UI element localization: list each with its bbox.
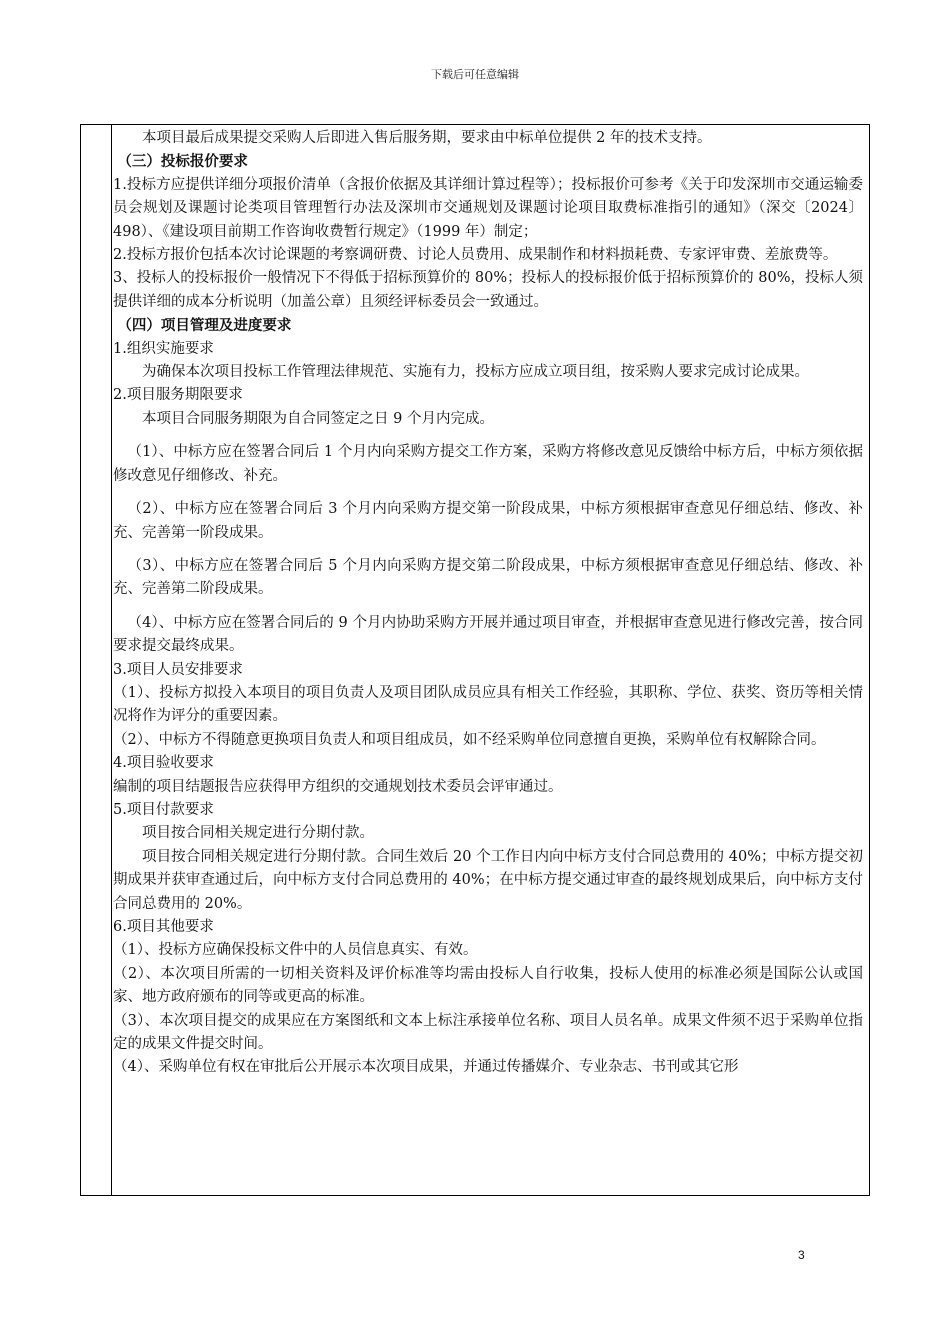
paragraph-payment-intro: 项目按合同相关规定进行分期付款。 [142, 825, 374, 842]
paragraph-milestone-3: （3）、中标方应在签署合同后 5 个月内向采购方提交第二阶段成果，中标方须根据审查意见仔细总结、修改、补充、完善第二阶段成果。 [113, 557, 863, 598]
subheading-organization: 1.组织实施要求 [113, 340, 214, 357]
paragraph-other-2: （2）、本次项目所需的一切相关资料及评价标准等均需由投标人自行收集，投标人使用的标准必须是国际公认或国家、地方政府颁布的同等或更高的标准。 [113, 965, 863, 1006]
section-heading-management: （四）项目管理及进度要求 [117, 317, 292, 335]
page-number: 3 [798, 1248, 805, 1262]
subheading-service-period: 2.项目服务期限要求 [113, 387, 243, 404]
subheading-other: 6.项目其他要求 [113, 919, 214, 935]
paragraph-milestone-1: （1）、中标方应在签署合同后 1 个月内向采购方提交工作方案，采购方将修改意见反馈给中标方后，中标方须依据修改意见仔细修改、补充。 [113, 444, 863, 484]
table-content-cell [113, 127, 863, 1080]
paragraph-service-period: 本项目合同服务期限为自合同签定之日 9 个月内完成。 [142, 410, 494, 427]
paragraph-price-contents: 2.投标方报价包括本次讨论课题的考察调研费、讨论人员费用、成果制作和材料损耗费、专家评审费、差旅费等。 [113, 247, 838, 264]
document-table [80, 124, 870, 1196]
paragraph-after-sales: 本项目最后成果提交采购人后即进入售后服务期，要求由中标单位提供 2 年的技术支持。 [142, 130, 712, 146]
paragraph-staffing-2: （2）、中标方不得随意更换项目负责人和项目组成员，如不经采购单位同意擅自更换，采购单位有权解除合同。 [113, 731, 826, 748]
paragraph-acceptance: 编制的项目结题报告应获得甲方组织的交通规划技术委员会评审通过。 [113, 778, 563, 795]
paragraph-price-list: 1.投标方应提供详细分项报价清单（含报价依据及其详细计算过程等）；投标报价可参考《关于印发深圳市交通运输委员会规划及课题讨论类项目管理暂行办法及深圳市交通规划及课题讨论项目取费标准指引的通知》（深交〔2024〕498）、《建设项目前期工作咨询收费暂行规定》（1999 年）制定； [113, 176, 863, 240]
paragraph-other-4: （4）、采购单位有权在审批后公开展示本次项目成果，并通过传播媒介、专业杂志、书刊或其它形 [113, 1059, 739, 1076]
subheading-acceptance: 4.项目验收要求 [113, 755, 214, 772]
page-header-note: 下载后可任意编辑 [431, 68, 519, 81]
paragraph-other-1: （1）、投标方应确保投标文件中的人员信息真实、有效。 [113, 942, 478, 959]
paragraph-other-3: （3）、本次项目提交的成果应在方案图纸和文本上标注承接单位名称、项目人员名单。成果文件须不迟于采购单位指定的成果文件提交时间。 [113, 1012, 863, 1053]
paragraph-milestone-2: （2）、中标方应在签署合同后 3 个月内向采购方提交第一阶段成果，中标方须根据审查意见仔细总结、修改、补充、完善第一阶段成果。 [113, 501, 863, 541]
paragraph-price-floor: 3、投标人的投标报价一般情况下不得低于招标预算价的 80%；投标人的投标报价低于招标预算价的 80%，投标人须提供详细的成本分析说明（加盖公章）且须经评标委员会一致通过。 [113, 270, 863, 310]
paragraph-staffing-1: （1）、投标方拟投入本项目的项目负责人及项目团队成员应具有相关工作经验，其职称、学位、获奖、资历等相关情况将作为评分的重要因素。 [113, 684, 863, 725]
paragraph-milestone-4: （4）、中标方应在签署合同后的 9 个月内协助采购方开展并通过项目审查，并根据审查意见进行修改完善，按合同要求提交最终成果。 [113, 614, 863, 655]
paragraph-organization: 为确保本次项目投标工作管理法律规范、实施有力，投标方应成立项目组，按采购人要求完成讨论成果。 [142, 364, 809, 381]
table-left-column [81, 125, 112, 1195]
section-heading-bid-price: （三）投标报价要求 [117, 153, 248, 171]
subheading-payment: 5.项目付款要求 [113, 801, 214, 818]
paragraph-payment-schedule: 项目按合同相关规定进行分期付款。合同生效后 20 个工作日内向中标方支付合同总费用的 40%；中标方提交初期成果并获审查通过后，向中标方支付合同总费用的 40%；在中标方提交通过审查的最终规划成果后，向中标方支付合同总费用的 20%。 [113, 848, 863, 912]
subheading-staffing: 3.项目人员安排要求 [113, 661, 243, 678]
